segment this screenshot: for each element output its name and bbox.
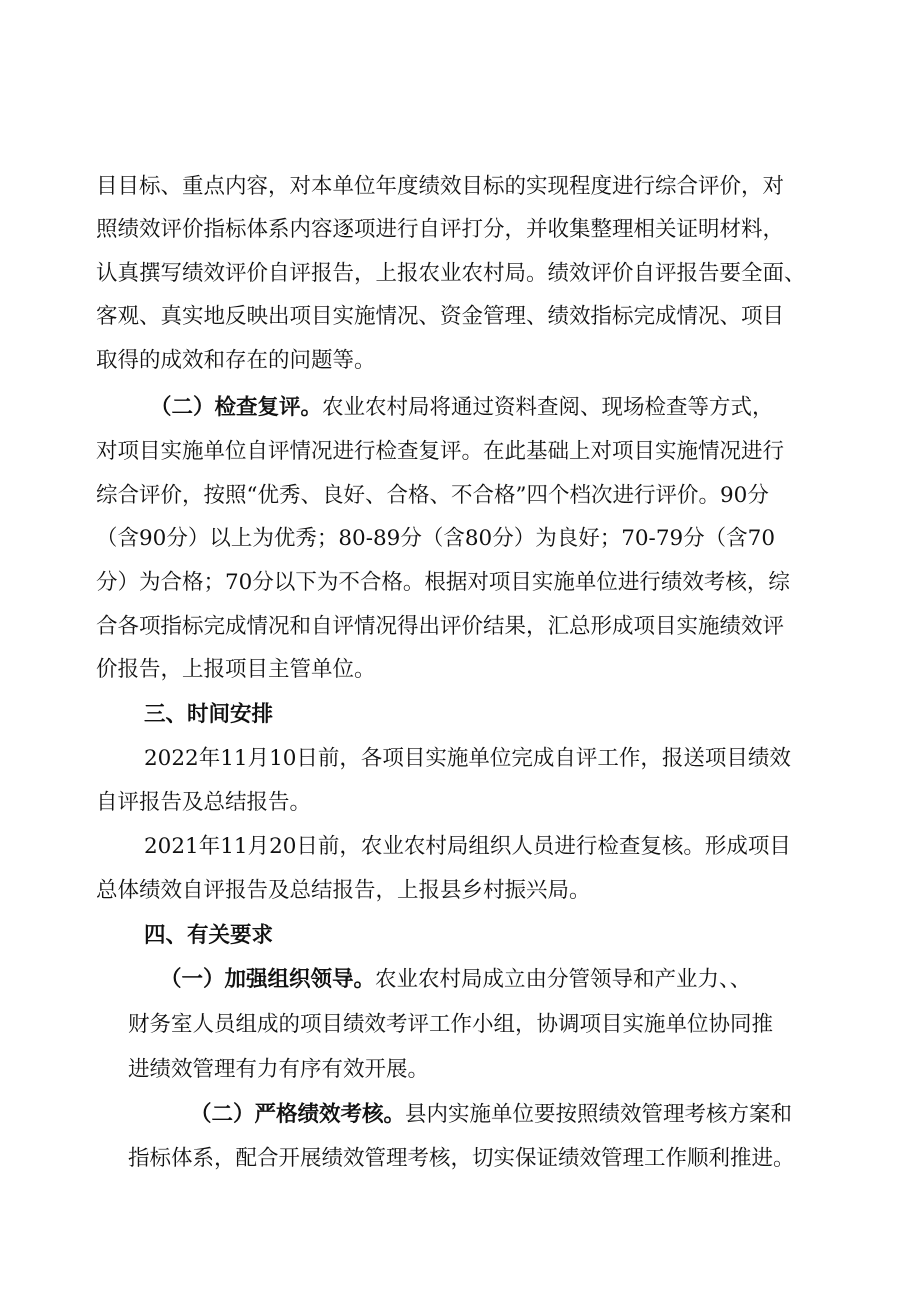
subheading-organization-leadership: （一）加强组织领导。 xyxy=(160,967,376,992)
subheading-check-review: （二）检查复评。 xyxy=(150,395,323,420)
section-heading-schedule: 三、时间安排 xyxy=(144,702,274,727)
body-line-14: 2021年11月20日前，农业农村局组织人员进行检查复核。形成项目 xyxy=(144,834,791,859)
paragraph-performance-assessment xyxy=(190,1100,792,1130)
body-line-5: 取得的成效和存在的问题等。 xyxy=(96,348,376,373)
body-line-7: 综合评价，按照“优秀、良好、合格、不合格”四个档次进行评价。90分 xyxy=(96,483,769,508)
paragraph-text: 县内实施单位要按照绩效管理考核方案和 xyxy=(405,1102,793,1127)
body-line-11: 价报告，上报项目主管单位。 xyxy=(96,657,376,682)
body-line-4: 客观、真实地反映出项目实施情况、资金管理、绩效指标完成情况、项目 xyxy=(96,304,785,329)
body-line-1: 目目标、重点内容，对本单位年度绩效目标的实现程度进行综合评价，对 xyxy=(96,174,785,199)
paragraph-organization-leadership xyxy=(160,965,751,995)
body-line-12: 2022年11月10日前，各项目实施单位完成自评工作，报送项目绩效 xyxy=(144,746,791,771)
section-heading-requirements: 四、有关要求 xyxy=(144,923,274,948)
body-line-13: 自评报告及总结报告。 xyxy=(96,790,312,815)
body-line-18: 指标体系，配合开展绩效管理考核，切实保证绩效管理工作顺利推进。 xyxy=(128,1146,795,1171)
subheading-performance-assessment: （二）严格绩效考核。 xyxy=(190,1102,406,1127)
body-line-10: 合各项指标完成情况和自评情况得出评价结果，汇总形成项目实施绩效评 xyxy=(96,614,785,639)
body-line-17: 进绩效管理有力有序有效开展。 xyxy=(128,1057,430,1082)
body-line-16: 财务室人员组成的项目绩效考评工作小组，协调项目实施单位协同推 xyxy=(128,1012,774,1037)
paragraph-check-review xyxy=(150,393,774,423)
body-line-6: 对项目实施单位自评情况进行检查复评。在此基础上对项目实施情况进行 xyxy=(96,439,785,464)
paragraph-text: 农业农村局成立由分管领导和产业力、、 xyxy=(375,967,752,992)
body-line-9: 分）为合格；70分以下为不合格。根据对项目实施单位进行绩效考核，综 xyxy=(96,570,790,595)
body-line-15: 总体绩效自评报告及总结报告，上报县乡村振兴局。 xyxy=(96,878,591,903)
paragraph-text: 农业农村局将通过资料查阅、现场检查等方式， xyxy=(322,395,774,420)
body-line-2: 照绩效评价指标体系内容逐项进行自评打分，并收集整理相关证明材料， xyxy=(96,217,785,242)
body-line-3: 认真撰写绩效评价自评报告，上报农业农村局。绩效评价自评报告要全面、 xyxy=(96,261,806,286)
body-line-8: （含90分）以上为优秀；80-89分（含80分）为良好；70-79分（含70 xyxy=(96,526,776,551)
